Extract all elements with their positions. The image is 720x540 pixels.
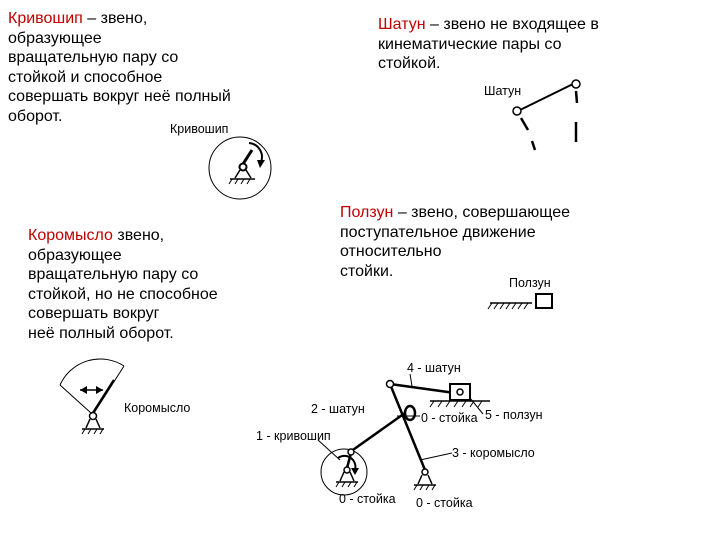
figure-label-polzun: Ползун (509, 276, 551, 290)
definition-krivoship-text: – звено, образующее вращательную пару со стойкой и способное совершать вокруг неё полный оборот. (8, 10, 231, 125)
definition-shatun-text: – звено не входящее в кинематические пары со стойкой. (378, 16, 599, 72)
label-0-stoika-right: 0 - стойка (416, 496, 473, 510)
term-shatun: Шатун (378, 16, 426, 33)
figure-label-koromyslo: Коромысло (124, 401, 191, 415)
definition-polzun-text: – звено, совершающее поступательное движение относительно стойки. (340, 204, 571, 280)
polzun-figure (488, 294, 552, 309)
figure-label-krivoship: Кривошип (170, 122, 229, 136)
label-3-koromyslo: 3 - коромысло (452, 446, 535, 460)
label-0-stoika-top: 0 - стойка (421, 411, 478, 425)
krivoship-figure (209, 137, 271, 199)
definition-koromyslo-text: звено, образующее вращательную пару со стойкой, но не способное совершать вокруг неё полный оборот. (28, 227, 218, 342)
koromyslo-figure (60, 359, 124, 434)
label-0-stoika-left: 0 - стойка (339, 492, 396, 506)
mechanism-figure (318, 374, 490, 495)
term-krivoship: Кривошип (8, 10, 83, 27)
label-5-polzun: 5 - ползун (485, 408, 543, 422)
label-1-krivoship: 1 - кривошип (256, 429, 331, 443)
shatun-figure (513, 80, 580, 150)
label-4-shatun: 4 - шатун (407, 361, 461, 375)
term-koromyslo: Коромысло (28, 227, 113, 244)
label-2-shatun: 2 - шатун (311, 402, 365, 416)
term-polzun: Ползун (340, 204, 394, 221)
figure-label-shatun: Шатун (484, 84, 522, 98)
